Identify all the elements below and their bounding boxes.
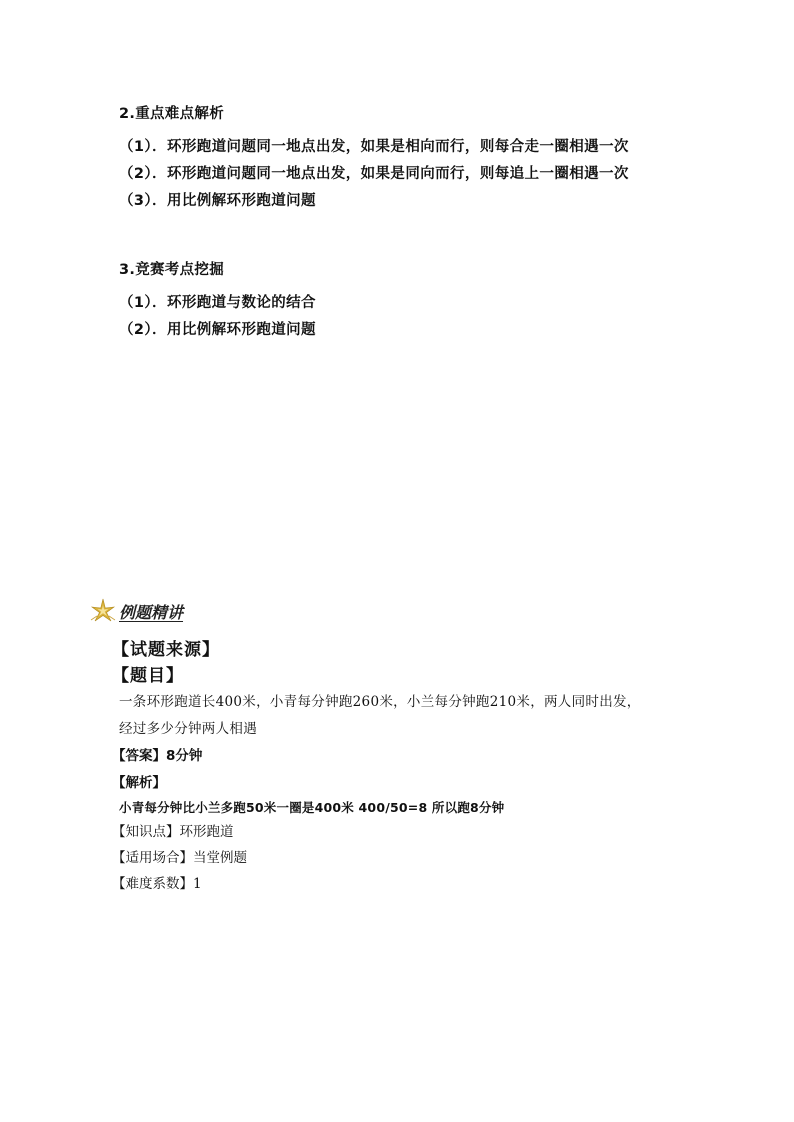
analysis-text: 小青每分钟比小兰多跑50米一圈是400米 400/50=8 所以跑8分钟 xyxy=(119,800,505,815)
key-point-item-1: （1）．环形跑道问题同一地点出发，如果是相向而行，则每合走一圈相遇一次 xyxy=(119,139,629,155)
section-heading-competition: 3.竞赛考点挖掘 xyxy=(119,262,224,278)
problem-text-line-1: 一条环形跑道长400米，小青每分钟跑260米，小兰每分钟跑210米，两人同时出发， xyxy=(119,694,641,710)
answer-row xyxy=(112,744,202,764)
answer-label: 【答案】 xyxy=(112,748,166,764)
key-point-item-2: （2）．环形跑道问题同一地点出发，如果是同向而行，则每追上一圈相遇一次 xyxy=(119,166,629,182)
key-point-item-3: （3）．用比例解环形跑道问题 xyxy=(119,193,316,209)
difficulty-value: 1 xyxy=(193,876,202,892)
answer-value: 8分钟 xyxy=(166,748,203,764)
scenario-row xyxy=(112,846,247,866)
competition-item-1: （1）．环形跑道与数论的结合 xyxy=(119,295,316,311)
scenario-label: 【适用场合】 xyxy=(112,850,193,866)
problem-label: 【题目】 xyxy=(112,666,184,686)
source-label: 【试题来源】 xyxy=(112,640,220,660)
analysis-label: 【解析】 xyxy=(112,775,166,791)
problem-text-line-2: 经过多少分钟两人相遇 xyxy=(119,721,257,737)
knowledge-point-value: 环形跑道 xyxy=(179,824,234,840)
example-section-title: 例题精讲 xyxy=(119,603,184,622)
scenario-value: 当堂例题 xyxy=(193,850,247,866)
sparkle-star-icon xyxy=(90,598,116,624)
section-heading-key-points: 2.重点难点解析 xyxy=(119,106,224,122)
difficulty-label: 【难度系数】 xyxy=(112,876,193,892)
knowledge-point-row xyxy=(112,820,234,840)
knowledge-point-label: 【知识点】 xyxy=(112,824,180,840)
competition-item-2: （2）．用比例解环形跑道问题 xyxy=(119,322,316,338)
difficulty-row xyxy=(112,872,202,892)
